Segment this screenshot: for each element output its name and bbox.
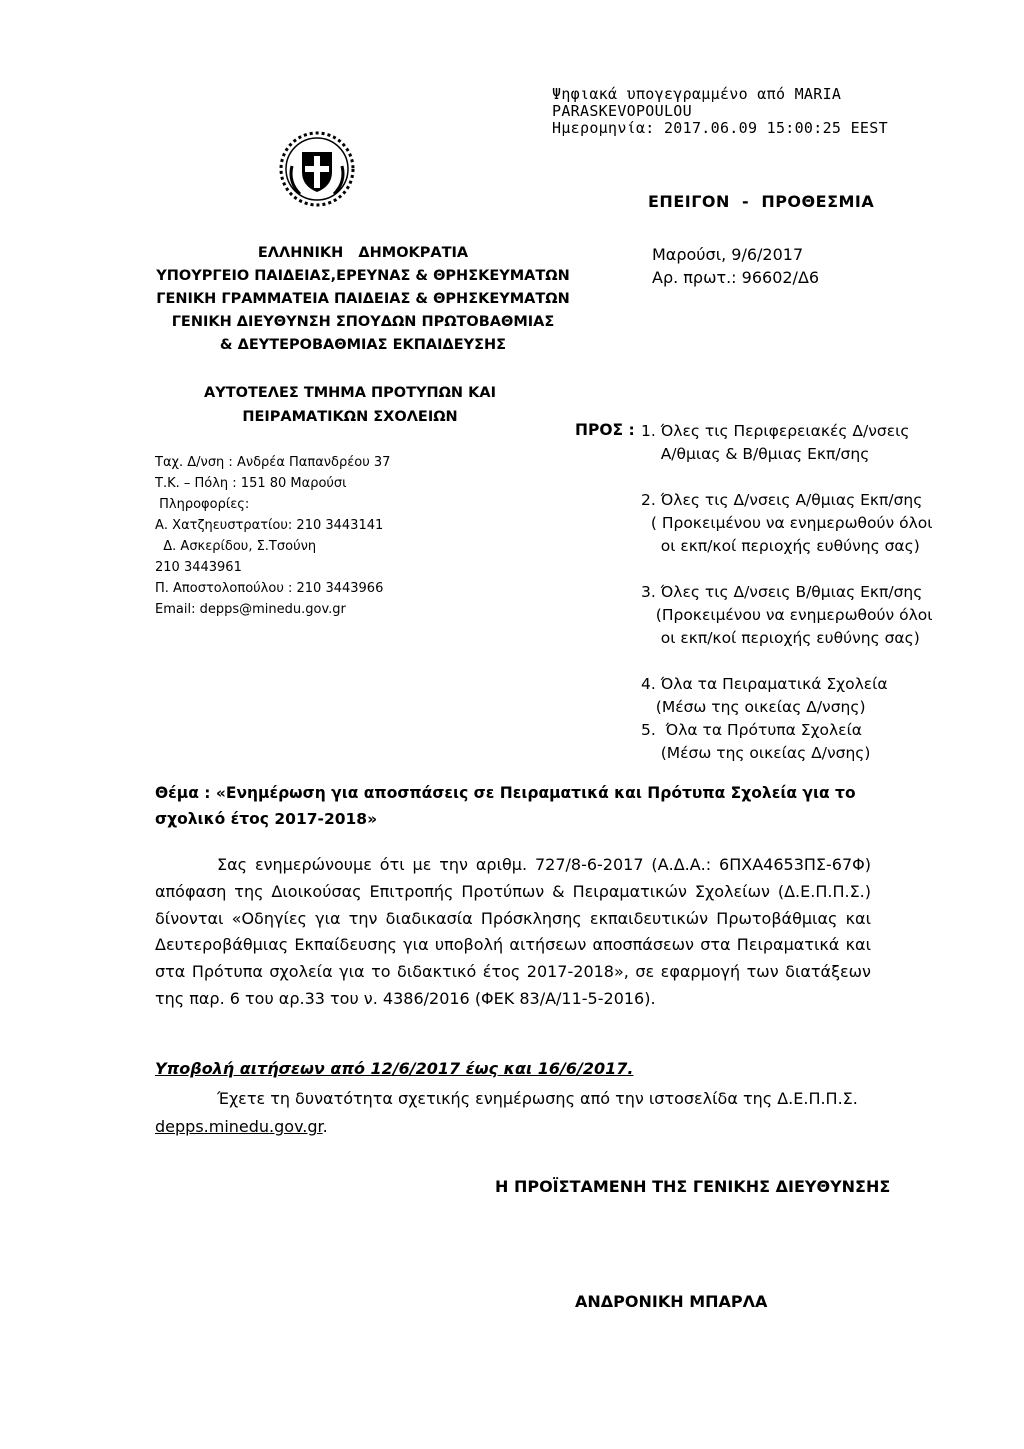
recipient-3a: 3. Όλες τις Δ/νσεις Β/θμιας Εκπ/σης	[641, 583, 923, 601]
header-line-4: ΓΕΝΙΚΗ ΔΙΕΥΘΥΝΣΗ ΣΠΟΥΔΩΝ ΠΡΩΤΟΒΑΘΜΙΑΣ	[171, 314, 555, 330]
body-text: Σας ενημερώνουμε ότι με την αριθμ. 727/8-6-2017 (Α.Δ.Α.: 6ΠΧΑ4653ΠΣ-67Φ) απόφαση της Διοικούσας Επιτροπής Προτύπων & Πειραματικών Σχολείων (Δ.Ε.Π.Π.Σ.) δίνονται «Οδηγίες για την διαδικασία Πρόσκλησης εκπαιδευτικών Πρωτοβάθμιας και Δευτεροβάθμιας Εκπαίδευσης για υποβολή αιτήσεων αποσπάσεων στα Πειραματικά και στα Πρότυπα σχολεία για το διδακτικό έτος 2017-2018», σε εφαρμογή των διατάξεων της παρ. 6 του αρ.33 του ν. 4386/2016 (ΦΕΚ 83/Α/11-5-2016).	[155, 855, 871, 1008]
header-line-1: ΕΛΛΗΝΙΚΗ ΔΗΜΟΚΡΑΤΙΑ	[257, 245, 469, 261]
contact-person-1: Α. Χατζηευστρατίου: 210 3443141	[155, 518, 384, 533]
contact-address: Ταχ. Δ/νση : Ανδρέα Παπανδρέου 37	[155, 455, 391, 470]
date-protocol	[652, 243, 819, 289]
contact-email: Email: depps@minedu.gov.gr	[155, 602, 346, 617]
greek-coat-of-arms-icon	[278, 130, 356, 208]
department-header	[170, 381, 530, 429]
signature-line-2: PARASKEVOPOULOU	[552, 102, 692, 120]
signature-line-3: Ημερομηνία: 2017.06.09 15:00:25 EEST	[552, 119, 888, 137]
recipient-2c: οι εκπ/κοί περιοχής ευθύνης σας)	[641, 537, 920, 555]
website-text: Έχετε τη δυνατότητα σχετικής ενημέρωσης από την ιστοσελίδα της Δ.Ε.Π.Π.Σ.	[217, 1089, 858, 1108]
recipient-2b: ( Προκειμένου να ενημερωθούν όλοι	[641, 514, 933, 532]
department-line-2: ΠΕΙΡΑΜΑΤΙΚΩΝ ΣΧΟΛΕΙΩΝ	[242, 409, 458, 425]
protocol-number: Αρ. πρωτ.: 96602/Δ6	[652, 268, 820, 287]
recipient-1b: Α/θμιας & Β/θμιας Εκπ/σης	[641, 445, 870, 463]
recipient-4b: (Μέσω της οικείας Δ/νσης)	[641, 698, 866, 716]
urgency-label: ΕΠΕΙΓΟΝ - ΠΡΟΘΕΣΜΙΑ	[648, 192, 875, 211]
signatory-role: Η ΠΡΟΪΣΤΑΜΕΝΗ ΤΗΣ ΓΕΝΙΚΗΣ ΔΙΕΥΘΥΝΣΗΣ	[495, 1177, 891, 1196]
body-paragraph	[155, 852, 871, 1013]
recipient-1a: 1. Όλες τις Περιφερειακές Δ/νσεις	[641, 422, 910, 440]
department-line-1: ΑΥΤΟΤΕΛΕΣ ΤΜΗΜΑ ΠΡΟΤΥΠΩΝ ΚΑΙ	[204, 385, 496, 401]
signature-line-1: Ψηφιακά υπογεγραμμένο από MARIA	[552, 85, 842, 103]
recipient-3b: (Προκειμένου να ενημερωθούν όλοι	[641, 606, 933, 624]
digital-signature	[552, 86, 888, 137]
contact-info-label: Πληροφορίες:	[155, 497, 250, 512]
recipient-4a: 4. Όλα τα Πειραματικά Σχολεία	[641, 675, 888, 693]
signatory-name: ΑΝΔΡΟΝΙΚΗ ΜΠΑΡΛΑ	[575, 1292, 768, 1311]
header-line-3: ΓΕΝΙΚΗ ΓΡΑΜΜΑΤΕΙΑ ΠΑΙΔΕΙΑΣ & ΘΡΗΣΚΕΥΜΑΤΩΝ	[156, 291, 570, 307]
recipients-list	[641, 420, 932, 765]
contact-phone-2: 210 3443961	[155, 560, 242, 575]
website-link[interactable]: depps.minedu.gov.gr	[155, 1117, 323, 1136]
ministry-header	[148, 242, 578, 357]
header-line-2: ΥΠΟΥΡΓΕΙΟ ΠΑΙΔΕΙΑΣ,ΕΡΕΥΝΑΣ & ΘΡΗΣΚΕΥΜΑΤΩΝ	[156, 268, 570, 284]
place-date: Μαρούσι, 9/6/2017	[652, 245, 804, 264]
header-line-5: & ΔΕΥΤΕΡΟΒΑΘΜΙΑΣ ΕΚΠΑΙΔΕΥΣΗΣ	[219, 337, 507, 353]
website-paragraph	[155, 1085, 871, 1141]
subject-line: Θέμα : «Ενημέρωση για αποσπάσεις σε Πειραματικά και Πρότυπα Σχολεία για το σχολικό έτος 2017-2018»	[155, 784, 856, 828]
website-suffix: .	[322, 1117, 328, 1136]
contact-info	[155, 452, 390, 620]
contact-person-2: Δ. Ασκερίδου, Σ.Τσούνη	[155, 539, 317, 554]
recipient-5b: (Μέσω της οικείας Δ/νσης)	[641, 744, 871, 762]
contact-postal: Τ.Κ. – Πόλη : 151 80 Μαρούσι	[155, 476, 347, 491]
recipients-label: ΠΡΟΣ :	[575, 421, 635, 439]
deadline-notice: Υποβολή αιτήσεων από 12/6/2017 έως και 16/6/2017.	[155, 1059, 634, 1078]
recipient-2a: 2. Όλες τις Δ/νσεις Α/θμιας Εκπ/σης	[641, 491, 923, 509]
contact-person-3: Π. Αποστολοπούλου : 210 3443966	[155, 581, 384, 596]
recipient-5a: 5. Όλα τα Πρότυπα Σχολεία	[641, 721, 863, 739]
recipient-3c: οι εκπ/κοί περιοχής ευθύνης σας)	[641, 629, 920, 647]
